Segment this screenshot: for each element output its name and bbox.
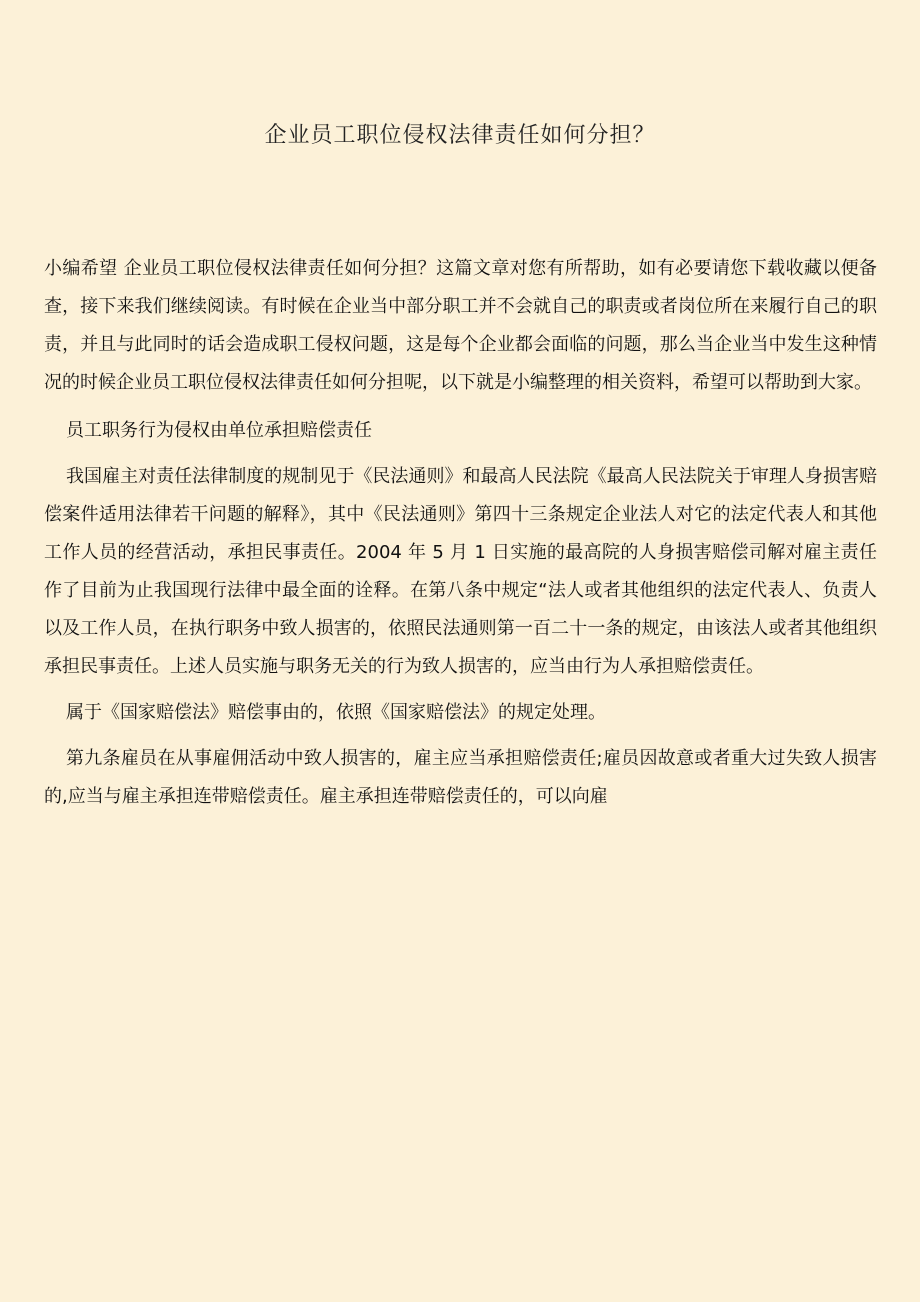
document-title: 企业员工职位侵权法律责任如何分担？: [264, 123, 656, 148]
section-heading: 员工职务行为侵权由单位承担赔偿责任: [66, 420, 372, 441]
body-paragraph: 属于《国家赔偿法》赔偿事由的，依照《国家赔偿法》的规定处理。: [66, 702, 606, 723]
body-paragraph: 我国雇主对责任法律制度的规制见于《民法通则》和最高人民法院《最高人民法院关于审理人身损害赔偿案件适用法律若干问题的解释》，其中《民法通则》第四十三条规定企业法人对它的法定代表人和其他工作人员的经营活动，承担民事责任。2004 年 5 月 1 日实施的最高院的人身损害赔偿司解对雇主责任作了目前为止我国现行法律中最全面的诠释。在第八条中规定“法人或者其他组织的法定代表人、负责人以及工作人员，在执行职务中致人损害的，依照民法通则第一百二十一条的规定，由该法人或者其他组织承担民事责任。上述人员实施与职务无关的行为致人损害的，应当由行为人承担赔偿责任。: [44, 466, 877, 677]
intro-paragraph: 小编希望 企业员工职位侵权法律责任如何分担？这篇文章对您有所帮助，如有必要请您下载收藏以便备查，接下来我们继续阅读。有时候在企业当中部分职工并不会就自己的职责或者岗位所在来履行自己的职责，并且与此同时的话会造成职工侵权问题，这是每个企业都会面临的问题，那么当企业当中发生这种情况的时候企业员工职位侵权法律责任如何分担呢，以下就是小编整理的相关资料，希望可以帮助到大家。: [44, 258, 877, 393]
document-body: [44, 250, 877, 824]
body-paragraph: 第九条雇员在从事雇佣活动中致人损害的，雇主应当承担赔偿责任;雇员因故意或者重大过失致人损害的,应当与雇主承担连带赔偿责任。雇主承担连带赔偿责任的，可以向雇: [44, 748, 877, 807]
